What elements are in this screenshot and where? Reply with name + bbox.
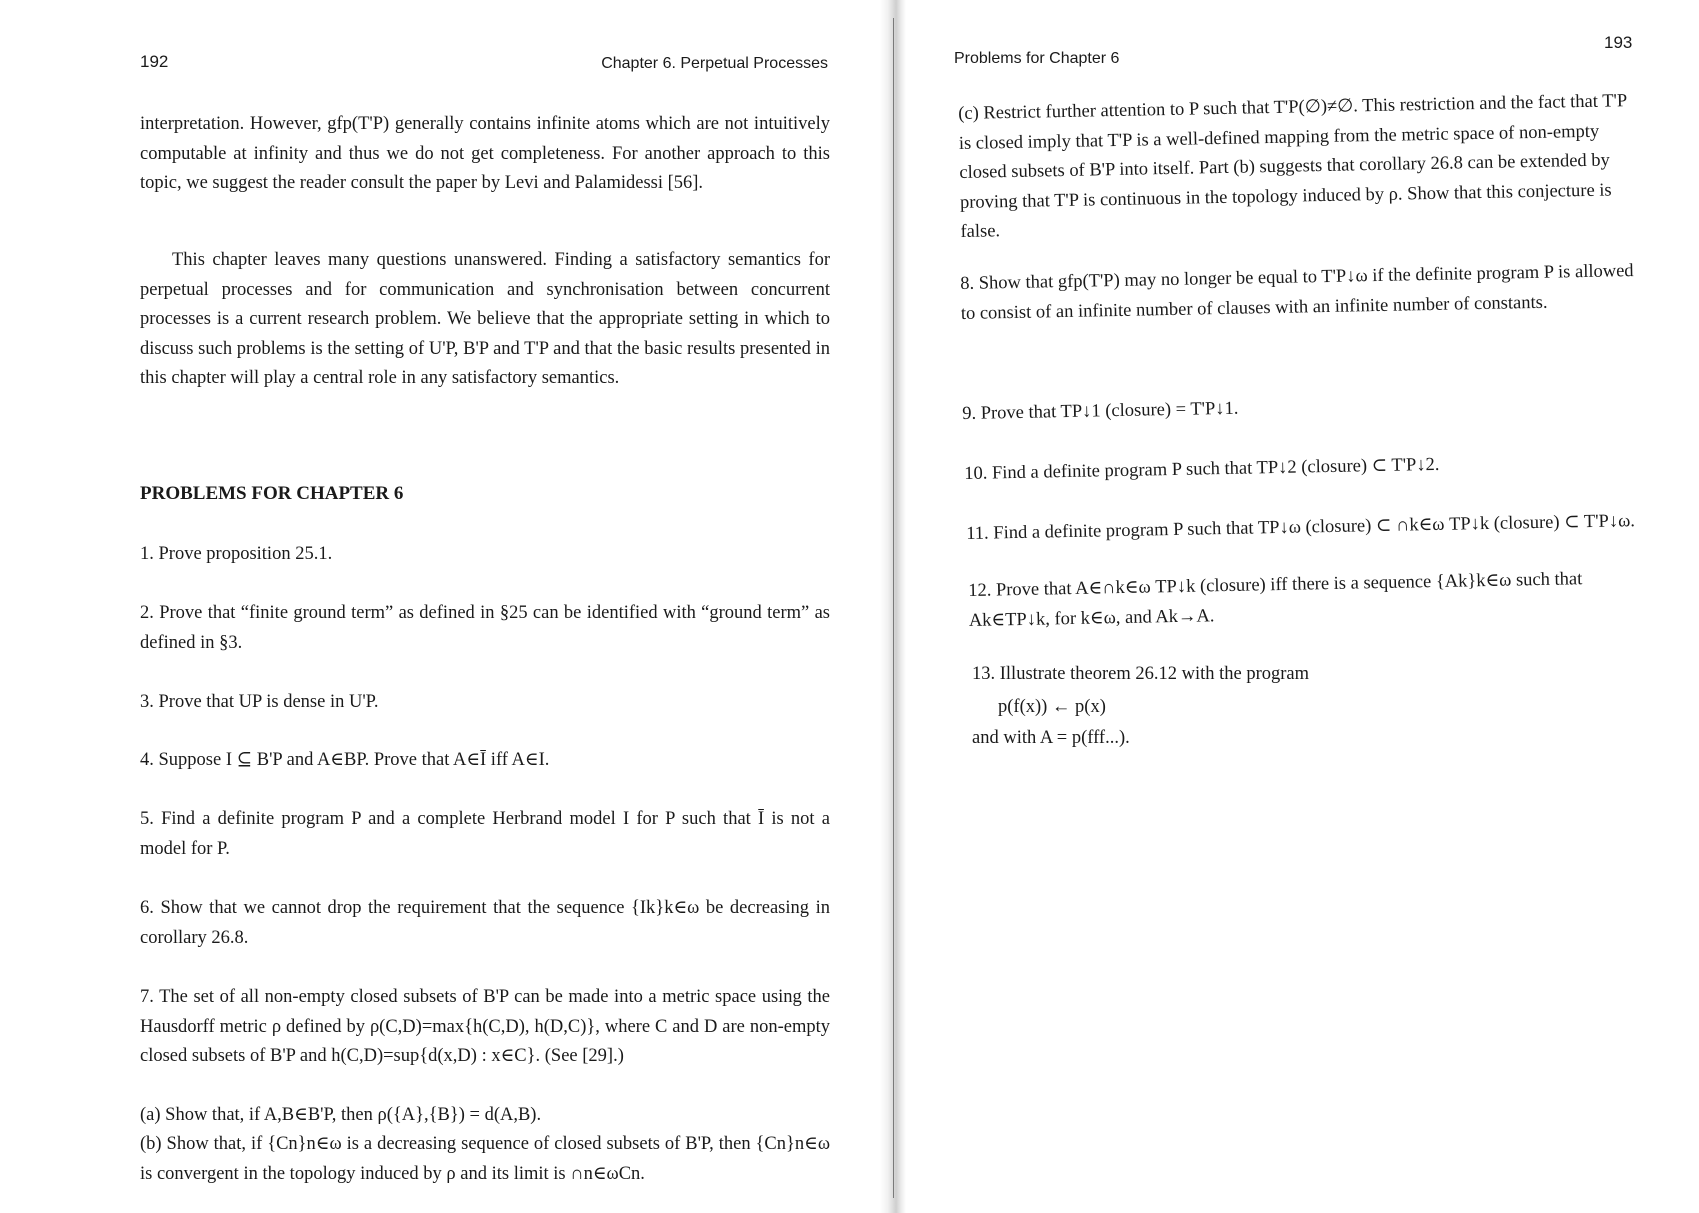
left-page-number: 192 [140, 52, 169, 71]
section-heading: PROBLEMS FOR CHAPTER 6 [140, 483, 404, 504]
problem-7: 7. The set of all non-empty closed subsets of B'P can be made into a metric space using the Hausdorff metric ρ defined by ρ(C,D)=max{h(C,D), h(D,C)}, where C and D are non-empty closed subsets of B'P and h(C,D)=sup{d(x,D) : x∈C}. (See [29].) [140, 987, 830, 1066]
problem-7b: (b) Show that, if {Cn}n∈ω is a decreasing sequence of closed subsets of B'P, then {Cn}n∈ω is convergent in the topology induced by ρ and its limit is ∩n∈ωCn. [140, 1134, 830, 1184]
right-running-head: Problems for Chapter 6 [954, 50, 1120, 67]
problem-4: 4. Suppose I ⊆ B'P and A∈BP. Prove that A∈Ī iff A∈I. [140, 750, 550, 770]
left-paragraph-1: interpretation. However, gfp(T'P) generally contains infinite atoms which are not intuitively computable at infinity and thus we do not get completeness. For another approach to this topic, we suggest the reader consult the paper by Levi and Palamidessi [56]. [140, 114, 830, 193]
problem-6: 6. Show that we cannot drop the requirement that the sequence {Ik}k∈ω be decreasing in corollary 26.8. [140, 898, 830, 948]
left-paragraph-2: This chapter leaves many questions unanswered. Finding a satisfactory semantics for perpetual processes and for communication and synchronisation between concurrent processes is a current research problem. We believe that the appropriate setting in which to discuss such problems is the setting of U'P, B'P and T'P and that the basic results presented in this chapter will play a central role in any satisfactory semantics. [140, 250, 830, 388]
problem-11: 11. Find a definite program P such that TP↓ω (closure) ⊂ ∩k∈ω TP↓k (closure) ⊂ T'P↓ω. [966, 511, 1636, 544]
problem-1: 1. Prove proposition 25.1. [140, 544, 333, 564]
right-page-number: 193 [1604, 33, 1633, 52]
program-clause: p(f(x)) ← p(x) [998, 697, 1106, 717]
problem-3: 3. Prove that UP is dense in U'P. [140, 692, 379, 712]
problem-9: 9. Prove that TP↓1 (closure) = T'P↓1. [962, 398, 1239, 424]
problem-7c: (c) Restrict further attention to P such that T'P(∅)≠∅. This restriction and the fact that T'P is closed imply that T'P is a well-defined mapping from the metric space of non-empty closed subsets of B'P into itself. Part (b) suggests that corollary 26.8 can be extended by proving that T'P is continuous in the topology induced by ρ. Show that this conjecture is false. [958, 91, 1627, 242]
problem-12: 12. Prove that A∈∩k∈ω TP↓k (closure) iff there is a sequence {Ak}k∈ω such that Ak∈TP↓k, for k∈ω, and Ak→A. [968, 569, 1583, 631]
right-page [892, 0, 1699, 1213]
closing-line: and with A = p(fff...). [972, 728, 1130, 748]
problem-10: 10. Find a definite program P such that TP↓2 (closure) ⊂ T'P↓2. [964, 454, 1440, 484]
problem-2: 2. Prove that “finite ground term” as defined in §25 can be identified with “ground term” as defined in §3. [140, 603, 830, 653]
left-running-head: Chapter 6. Perpetual Processes [601, 55, 828, 72]
problem-8: 8. Show that gfp(T'P) may no longer be equal to T'P↓ω if the definite program P is allowed to consist of an infinite number of clauses with an infinite number of constants. [960, 261, 1634, 324]
problem-5: 5. Find a definite program P and a complete Herbrand model I for P such that Ī is not a model for P. [140, 809, 830, 859]
problem-13: 13. Illustrate theorem 26.12 with the program [972, 664, 1310, 684]
problem-7a: (a) Show that, if A,B∈B'P, then ρ({A},{B}) = d(A,B). [140, 1105, 542, 1125]
